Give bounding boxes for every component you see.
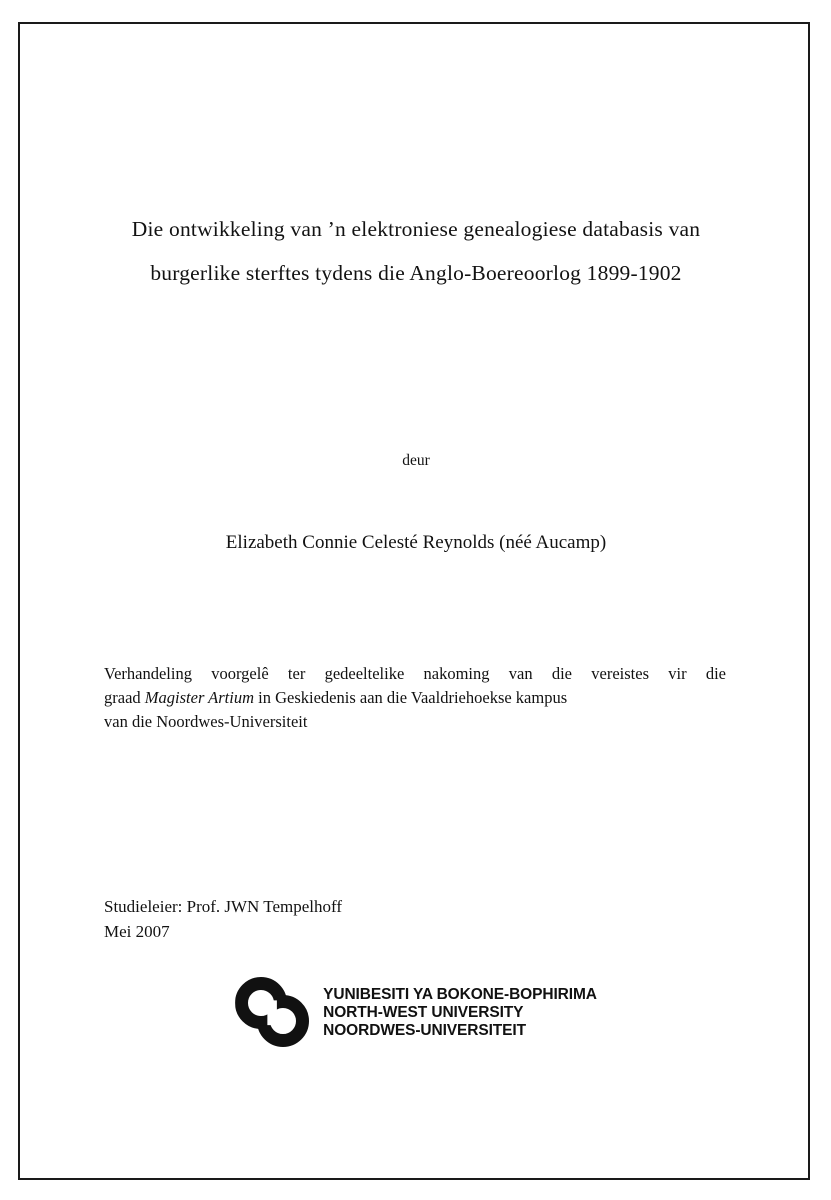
statement-line-1: Verhandeling voorgelê ter gedeeltelike nakoming van die vereistes vir die [104, 664, 726, 683]
page-content [96, 22, 736, 1180]
title-line-2: burgerlike sterftes tydens die Anglo-Boereoorlog 1899-1902 [150, 261, 682, 285]
logo-text-line-1: YUNIBESITI YA BOKONE-BOPHIRIMA [323, 986, 597, 1003]
page-title [96, 207, 736, 295]
supervisor-block [104, 894, 726, 944]
logo-text-line-3: NOORDWES-UNIVERSITEIT [323, 1022, 526, 1039]
statement-line-2 [104, 686, 726, 710]
byline-label: deur [402, 452, 430, 469]
logo-text [323, 986, 597, 1040]
degree-statement [104, 662, 726, 734]
university-logo [96, 977, 736, 1049]
author-name: Elizabeth Connie Celesté Reynolds (néé Aucamp) [225, 532, 607, 553]
title-line-1: Die ontwikkeling van ’n elektroniese genealogiese databasis van [131, 217, 701, 241]
statement-line-3: van die Noordwes-Universiteit [104, 712, 308, 731]
statement-line-2-part1: graad [104, 688, 145, 707]
logo-text-line-2: NORTH-WEST UNIVERSITY [323, 1004, 524, 1021]
statement-line-2-part2: in Geskiedenis aan die Vaaldriehoekse kampus [254, 688, 568, 707]
supervisor-line: Studieleier: Prof. JWN Tempelhoff [104, 897, 343, 916]
degree-name: Magister Artium [144, 688, 255, 707]
date-line: Mei 2007 [104, 922, 170, 941]
nwu-logo-icon [235, 977, 313, 1049]
